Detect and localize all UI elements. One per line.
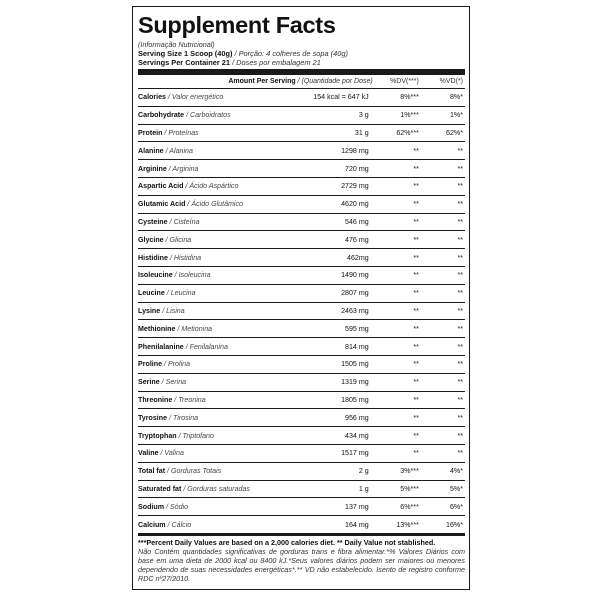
table-row — [138, 231, 465, 249]
nutrient-dv: ** — [375, 302, 421, 320]
nutrient-amount: 1298 mg — [298, 142, 374, 160]
nutrient-amount: 720 mg — [298, 160, 374, 178]
table-row — [138, 89, 465, 107]
nutrient-name — [138, 266, 298, 284]
nutrient-dv: ** — [375, 373, 421, 391]
nutrient-vd: 6%* — [421, 498, 465, 516]
nutrient-amount: 2807 mg — [298, 284, 374, 302]
nutrient-name — [138, 106, 298, 124]
nutrient-vd: ** — [421, 195, 465, 213]
nutrient-name-en: Serine — [138, 378, 160, 387]
table-header-row — [138, 75, 465, 89]
dv-header: %DV(***) — [375, 75, 421, 89]
nutrient-dv: 1%*** — [375, 106, 421, 124]
nutrient-amount: 1805 mg — [298, 391, 374, 409]
nutrient-name — [138, 373, 298, 391]
nutrient-vd: ** — [421, 266, 465, 284]
table-row — [138, 195, 465, 213]
table-row — [138, 498, 465, 516]
nutrient-name-pt: / Serina — [159, 378, 187, 387]
nutrient-name — [138, 409, 298, 427]
nutrient-dv: ** — [375, 213, 421, 231]
panel-subtitle: (Informação Nutricional) — [138, 40, 215, 49]
nutrient-vd: ** — [421, 284, 465, 302]
nutrient-vd: ** — [421, 373, 465, 391]
nutrient-dv: ** — [375, 320, 421, 338]
nutrient-name-en: Calories — [138, 93, 166, 102]
nutrient-dv: ** — [375, 249, 421, 267]
nutrition-table — [138, 75, 465, 536]
nutrient-name-pt: / Valina — [158, 449, 184, 458]
nutrient-dv: 3%*** — [375, 462, 421, 480]
nutrient-dv: ** — [375, 284, 421, 302]
nutrient-amount: 4620 mg — [298, 195, 374, 213]
nutrient-vd: ** — [421, 427, 465, 445]
nutrient-vd: 4%* — [421, 462, 465, 480]
nutrient-dv: ** — [375, 266, 421, 284]
table-row — [138, 302, 465, 320]
nutrient-name-pt: / Alanina — [163, 146, 193, 155]
nutrient-name — [138, 231, 298, 249]
nutrient-name — [138, 124, 298, 142]
nutrient-name-pt: / Cálcio — [165, 520, 192, 529]
nutrient-name-en: Calcium — [138, 520, 166, 529]
nutrient-name-pt: / Cisteína — [167, 217, 200, 226]
nutrient-name — [138, 462, 298, 480]
table-row — [138, 266, 465, 284]
servings-per-container — [138, 58, 465, 67]
nutrient-name-pt: / Arginina — [166, 164, 199, 173]
nutrient-amount: 595 mg — [298, 320, 374, 338]
nutrient-name-pt: / Sódio — [164, 502, 189, 511]
table-row — [138, 355, 465, 373]
amount-header-pt: / (Quantidade por Dose) — [295, 78, 373, 85]
table-row — [138, 142, 465, 160]
nutrient-amount: 1505 mg — [298, 355, 374, 373]
nutrient-name-en: Methionine — [138, 324, 176, 333]
nutrient-vd: 5%* — [421, 480, 465, 498]
nutrient-name — [138, 338, 298, 356]
serving-size-en: Serving Size 1 Scoop (40g) — [138, 49, 233, 58]
nutrient-dv: ** — [375, 355, 421, 373]
nutrient-name-pt: / Gorduras Totais — [165, 467, 222, 476]
nutrient-name — [138, 89, 298, 107]
table-row — [138, 444, 465, 462]
nutrient-vd: ** — [421, 231, 465, 249]
nutrient-vd: ** — [421, 160, 465, 178]
table-row — [138, 160, 465, 178]
nutrient-amount: 814 mg — [298, 338, 374, 356]
nutrient-name-pt: / Isoleucina — [172, 271, 211, 280]
nutrient-name-pt: / Fenilalanina — [183, 342, 228, 351]
vd-header: %VD(*) — [421, 75, 465, 89]
nutrient-name — [138, 160, 298, 178]
nutrient-name-pt: / Triptofano — [176, 431, 214, 440]
nutrient-amount: 956 mg — [298, 409, 374, 427]
nutrient-name-pt: / Lisina — [160, 306, 185, 315]
nutrient-amount: 546 mg — [298, 213, 374, 231]
table-row — [138, 249, 465, 267]
nutrient-vd: ** — [421, 142, 465, 160]
nutrient-name-pt: / Leucina — [164, 289, 196, 298]
nutrient-name-en: Proline — [138, 360, 163, 369]
nutrient-amount: 2463 mg — [298, 302, 374, 320]
nutrient-name — [138, 213, 298, 231]
nutrient-vd: 8%* — [421, 89, 465, 107]
nutrient-name-en: Isoleucine — [138, 271, 173, 280]
nutrient-name-en: Tyrosine — [138, 413, 168, 422]
nutrient-dv: 5%*** — [375, 480, 421, 498]
nutrient-name-pt: / Metionina — [175, 324, 213, 333]
nutrient-name-en: Valine — [138, 449, 159, 458]
nutrient-dv: 8%*** — [375, 89, 421, 107]
nutrient-name-en: Arginine — [138, 164, 167, 173]
nutrient-amount: 1319 mg — [298, 373, 374, 391]
nutrient-name-en: Alanine — [138, 146, 164, 155]
nutrient-name — [138, 249, 298, 267]
table-row — [138, 338, 465, 356]
nutrient-dv: ** — [375, 409, 421, 427]
serving-size-pt: / Porção: 4 colheres de sopa (40g) — [232, 49, 348, 58]
nutrient-name-en: Histidine — [138, 253, 168, 262]
panel-title: Supplement Facts — [138, 12, 336, 38]
table-row — [138, 320, 465, 338]
nutrient-name-pt: / Histidina — [167, 253, 202, 262]
table-row — [138, 391, 465, 409]
nutrient-dv: ** — [375, 338, 421, 356]
table-row — [138, 124, 465, 142]
nutrient-name-en: Total fat — [138, 467, 166, 476]
nutrient-name-en: Saturated fat — [138, 484, 182, 493]
nutrient-name-en: Cysteine — [138, 217, 168, 226]
nutrient-vd: 62%* — [421, 124, 465, 142]
table-row — [138, 373, 465, 391]
nutrient-name — [138, 302, 298, 320]
nutrient-vd: ** — [421, 177, 465, 195]
nutrient-amount: 1490 mg — [298, 266, 374, 284]
nutrient-amount: 1 g — [298, 480, 374, 498]
nutrient-amount: 31 g — [298, 124, 374, 142]
table-row — [138, 516, 465, 535]
nutrient-amount: 137 mg — [298, 498, 374, 516]
nutrient-name-en: Glycine — [138, 235, 164, 244]
nutrient-dv: ** — [375, 427, 421, 445]
nutrient-amount: 2 g — [298, 462, 374, 480]
nutrient-dv: ** — [375, 142, 421, 160]
nutrient-name — [138, 195, 298, 213]
nutrient-amount: 1517 mg — [298, 444, 374, 462]
nutrient-dv: ** — [375, 231, 421, 249]
footnotes — [138, 538, 465, 583]
serving-size — [138, 49, 465, 58]
nutrient-name — [138, 516, 298, 535]
nutrient-vd: ** — [421, 444, 465, 462]
nutrient-dv: 6%*** — [375, 498, 421, 516]
nutrient-name — [138, 498, 298, 516]
nutrient-name — [138, 284, 298, 302]
nutrient-name — [138, 391, 298, 409]
nutrient-name-pt: / Ácido Aspártico — [183, 182, 239, 191]
nutrient-name-pt: / Valor energético — [166, 93, 224, 102]
amount-per-serving-header — [138, 75, 375, 89]
table-row — [138, 462, 465, 480]
nutrient-name — [138, 142, 298, 160]
nutrient-vd: ** — [421, 320, 465, 338]
nutrient-amount: 154 kcal = 647 kJ — [298, 89, 374, 107]
table-row — [138, 480, 465, 498]
footnote-english: ***Percent Daily Values are based on a 2,000 calories diet. ** Daily Value not stablished. — [138, 537, 436, 547]
nutrient-name — [138, 177, 298, 195]
nutrient-name-en: Lysine — [138, 306, 161, 315]
nutrient-name-pt: / Carboidratos — [184, 111, 231, 120]
table-row — [138, 106, 465, 124]
nutrient-vd: 1%* — [421, 106, 465, 124]
supplement-facts-panel — [132, 6, 470, 590]
nutrient-name-en: Leucine — [138, 289, 165, 298]
nutrient-dv: ** — [375, 177, 421, 195]
nutrient-name-pt: / Proteínas — [162, 128, 199, 137]
servings-en: Servings Per Container 21 — [138, 58, 231, 67]
nutrient-name-pt: / Gorduras saturadas — [181, 484, 250, 493]
nutrient-vd: 16%* — [421, 516, 465, 535]
nutrient-name-pt: / Glicina — [163, 235, 192, 244]
nutrient-name — [138, 320, 298, 338]
nutrient-name-en: Aspartic Acid — [138, 182, 184, 191]
nutrient-name-en: Sodium — [138, 502, 165, 511]
nutrient-name-en: Tryptophan — [138, 431, 177, 440]
nutrient-amount: 434 mg — [298, 427, 374, 445]
footnote-portuguese: Não Contém quantidades significativas de gorduras trans e fibra alimentar.*% Valores Diários com base em uma dieta de 2000 kcal ou 8400 kJ.*Seus valores diários podem ser maiores ou menores dependendo de suas necessidades energéticas*.** VD não estabelecido. Isento de registro conforme RDC nº27/2010. — [138, 546, 465, 583]
nutrient-vd: ** — [421, 391, 465, 409]
nutrient-vd: ** — [421, 338, 465, 356]
nutrient-vd: ** — [421, 302, 465, 320]
nutrient-vd: ** — [421, 213, 465, 231]
table-row — [138, 177, 465, 195]
nutrient-dv: 13%*** — [375, 516, 421, 535]
table-row — [138, 284, 465, 302]
nutrient-dv: ** — [375, 195, 421, 213]
nutrient-name-pt: / Prolina — [162, 360, 191, 369]
nutrient-name-en: Carbohydrate — [138, 111, 185, 120]
nutrient-dv: ** — [375, 160, 421, 178]
nutrient-amount: 462mg — [298, 249, 374, 267]
nutrient-vd: ** — [421, 355, 465, 373]
table-row — [138, 427, 465, 445]
nutrient-name-en: Glutamic Acid — [138, 200, 186, 209]
nutrient-name-pt: / Tirosina — [167, 413, 199, 422]
nutrient-dv: 62%*** — [375, 124, 421, 142]
amount-header-en: Amount Per Serving — [228, 78, 296, 85]
nutrient-name-pt: / Treonina — [172, 395, 206, 404]
nutrient-name — [138, 444, 298, 462]
nutrient-amount: 3 g — [298, 106, 374, 124]
nutrient-name — [138, 355, 298, 373]
nutrient-amount: 476 mg — [298, 231, 374, 249]
nutrient-name-pt: / Ácido Glutâmico — [185, 200, 243, 209]
nutrient-dv: ** — [375, 444, 421, 462]
servings-pt: / Doses por embalagem 21 — [230, 58, 321, 67]
nutrient-name — [138, 480, 298, 498]
nutrient-name-en: Phenilalanine — [138, 342, 184, 351]
nutrient-dv: ** — [375, 391, 421, 409]
table-row — [138, 409, 465, 427]
nutrient-vd: ** — [421, 249, 465, 267]
nutrient-name-en: Threonine — [138, 395, 173, 404]
nutrient-name — [138, 427, 298, 445]
nutrient-amount: 2729 mg — [298, 177, 374, 195]
nutrient-vd: ** — [421, 409, 465, 427]
table-row — [138, 213, 465, 231]
nutrient-amount: 164 mg — [298, 516, 374, 535]
nutrient-name-en: Protein — [138, 128, 163, 137]
